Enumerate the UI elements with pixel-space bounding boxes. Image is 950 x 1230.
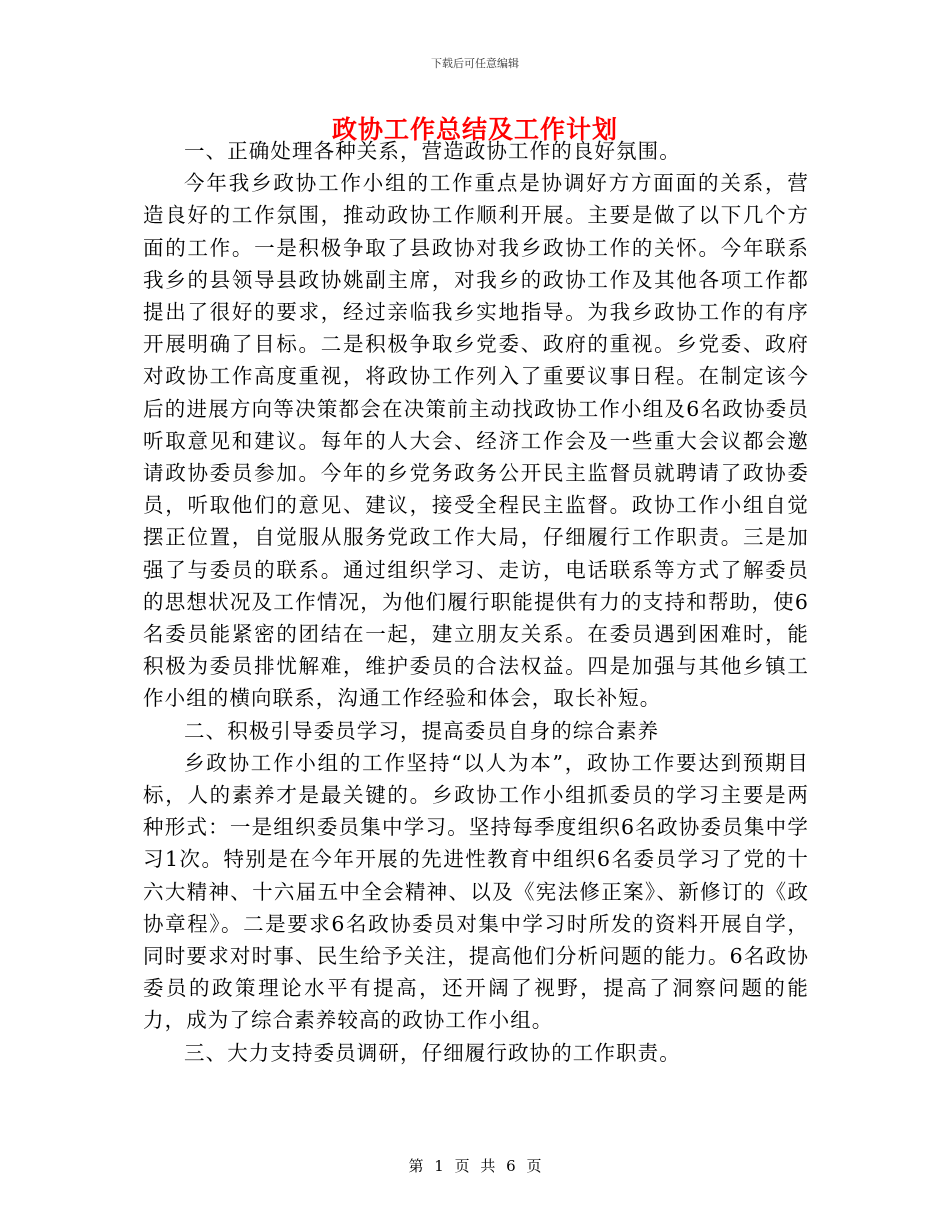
- body-paragraph-1: 今年我乡政协工作小组的工作重点是协调好方方面面的关系，营造良好的工作氛围，推动政协工作顺利开展。主要是做了以下几个方面的工作。一是积极争取了县政协对我乡政协工作的关怀。今年联系我乡的县领导县政协姚副主席，对我乡的政协工作及其他各项工作都提出了很好的要求，经过亲临我乡实地指导。为我乡政协工作的有序开展明确了目标。二是积极争取乡党委、政府的重视。乡党委、政府对政协工作高度重视，将政协工作列入了重要议事日程。在制定该今后的进展方向等决策都会在决策前主动找政协工作小组及6名政协委员听取意见和建议。每年的人大会、经济工作会及一些重大会议都会邀请政协委员参加。今年的乡党务政务公开民主监督员就聘请了政协委员，听取他们的意见、建议，接受全程民主监督。政协工作小组自觉摆正位置，自觉服从服务党政工作大局，仔细履行工作职责。三是加强了与委员的联系。通过组织学习、走访，电话联系等方式了解委员的思想状况及工作情况，为他们履行职能提供有力的支持和帮助，使6名委员能紧密的团结在一起，建立朋友关系。在委员遇到困难时，能积极为委员排忧解难，维护委员的合法权益。四是加强与其他乡镇工作小组的横向联系，沟通工作经验和体会，取长补短。: [143, 171, 809, 711]
- header-note: 下载后可任意编辑: [431, 57, 519, 70]
- section-heading-1: 一、正确处理各种关系，营造政协工作的良好氛围。: [184, 139, 681, 163]
- section-heading-2: 二、积极引导委员学习，提高委员自身的综合素养: [184, 718, 660, 743]
- document-title: 政协工作总结及工作计划: [331, 115, 618, 144]
- document-body: [143, 135, 809, 1069]
- page-footer: 第 1 页 共 6 页: [408, 1157, 542, 1175]
- section-heading-3: 三、大力支持委员调研，仔细履行政协的工作职责。: [184, 1040, 681, 1065]
- body-paragraph-2: 乡政协工作小组的工作坚持“以人为本”，政协工作要达到预期目标，人的素养才是最关键的。乡政协工作小组抓委员的学习主要是两种形式：一是组织委员集中学习。坚持每季度组织6名政协委员集中学习1次。特别是在今年开展的先进性教育中组织6名委员学习了党的十六大精神、十六届五中全会精神、以及《宪法修正案》、新修订的《政协章程》。二是要求6名政协委员对集中学习时所发的资料开展自学，同时要求对时事、民生给予关注，提高他们分析问题的能力。6名政协委员的政策理论水平有提高，还开阔了视野，提高了洞察问题的能力，成为了综合素养较高的政协工作小组。: [143, 750, 809, 1033]
